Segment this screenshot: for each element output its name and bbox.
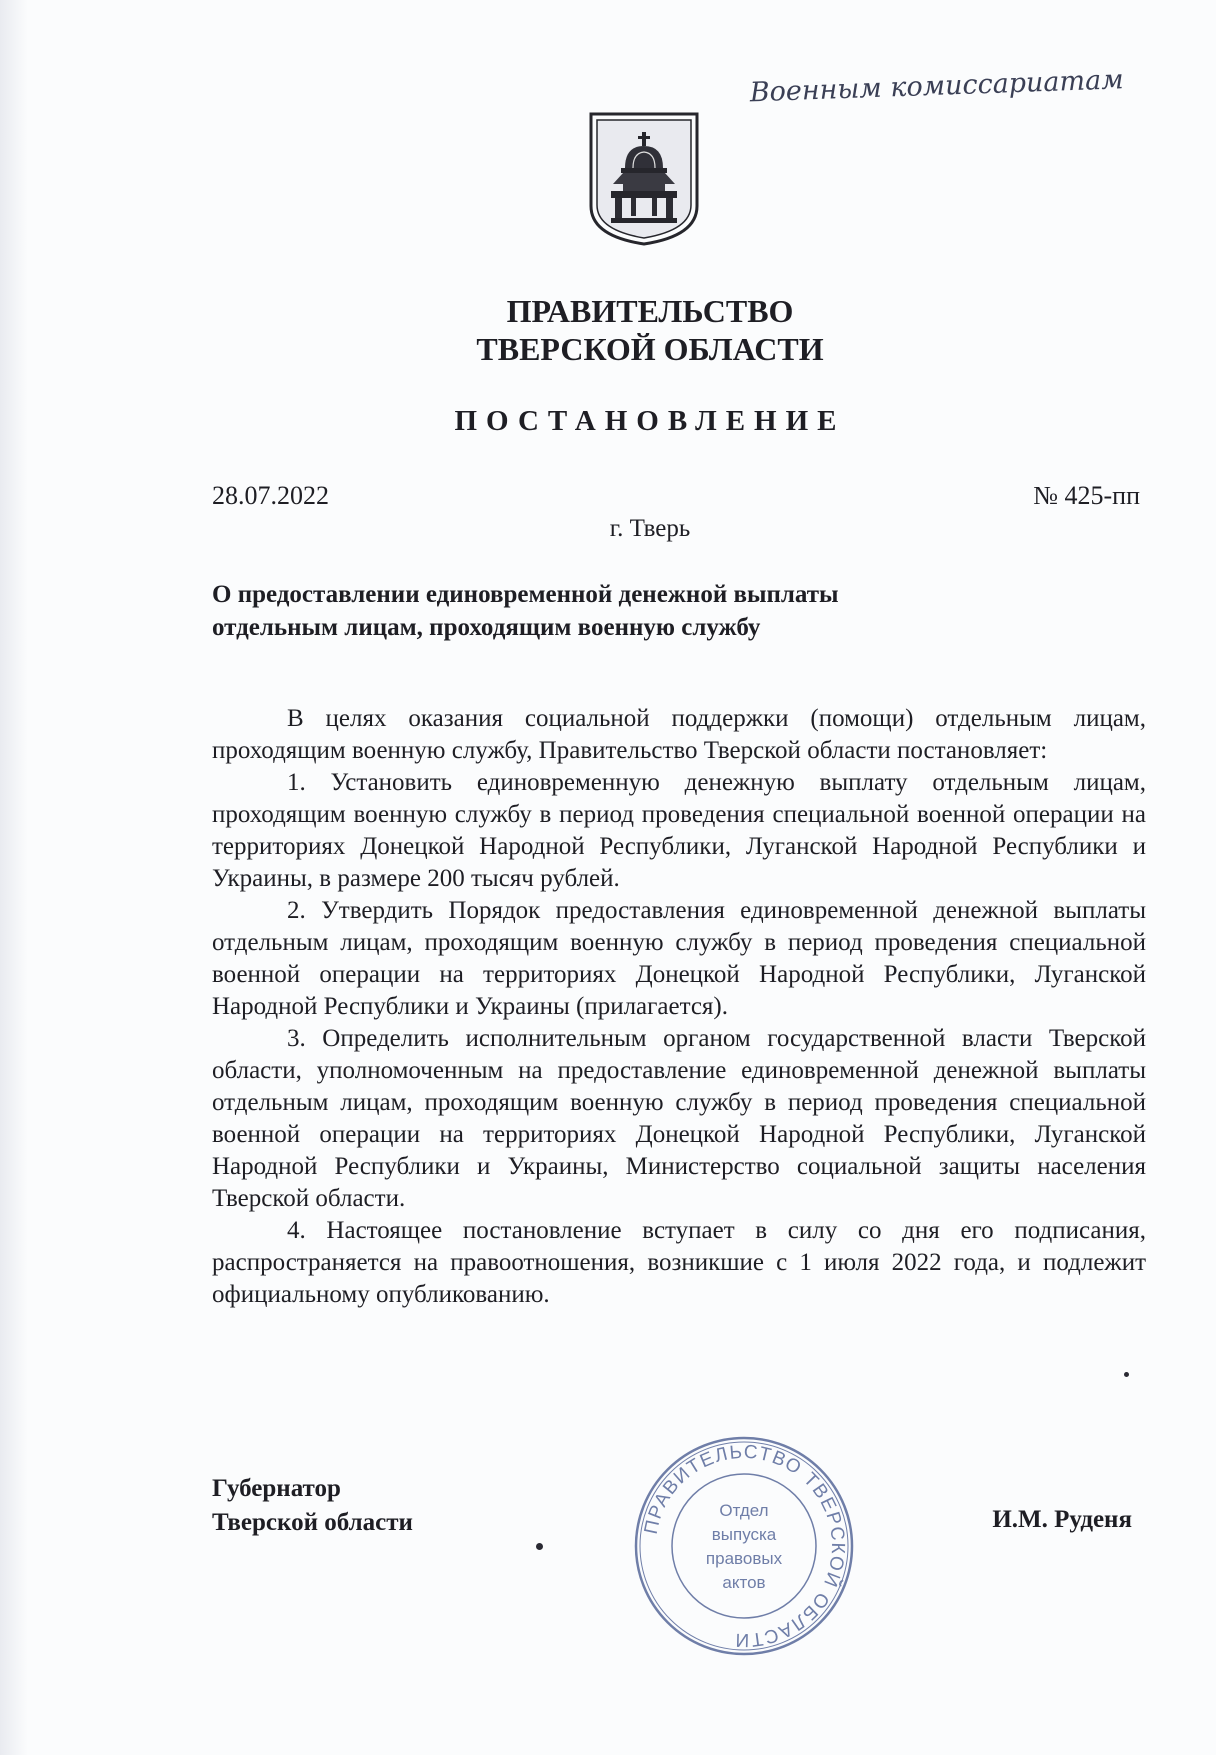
stamp-outer-ring (636, 1438, 852, 1654)
stamp-inner-line: правовых (705, 1549, 783, 1568)
handwritten-note: Военным комиссариатам (749, 64, 1125, 109)
ink-dot (1124, 1372, 1129, 1377)
stamp-inner-ring (672, 1474, 816, 1618)
title-line2: отдельным лицам, проходящим военную службу (212, 614, 761, 641)
org-name-line2: ТВЕРСКОЙ ОБЛАСТИ (476, 331, 824, 367)
document-title (212, 578, 992, 644)
document-city: г. Тверь (609, 515, 691, 542)
org-name-line1: ПРАВИТЕЛЬСТВО (506, 293, 794, 329)
signatory-name: И.М. Руденя (992, 1506, 1132, 1533)
paragraph-item-3: 3. Определить исполнительным органом государственной власти Тверской области, уполномоченным на предоставление единовременной денежной выплаты отдельным лицам, проходящим военную службу в период проведения специальной военной операции на территориях Донецкой Народной Республики, Луганской Народной Республики и Украины, Министерство социальной защиты населения Тверской области. (212, 1025, 1146, 1212)
paragraph-item-1: 1. Установить единовременную денежную выплату отдельным лицам, проходящим военную службу в период проведения специальной военной операции на территориях Донецкой Народной Республики, Луганской Народной Республики и Украины, в размере 200 тысяч рублей. (212, 769, 1146, 892)
document-body (212, 703, 1146, 1311)
stamp-inner-line: Отдел (719, 1501, 769, 1520)
document-date: 28.07.2022 (212, 481, 329, 510)
document-number: № 425-пп (1033, 481, 1140, 510)
stamp-inner-line: выпуска (711, 1525, 777, 1544)
signatory-position (212, 1472, 413, 1540)
paragraph-item-4: 4. Настоящее постановление вступает в силу со дня его подписания, распространяется на правоотношения, возникшие с 1 июля 2022 года, и подлежит официальному опубликованию. (212, 1217, 1146, 1308)
paragraph-preamble: В целях оказания социальной поддержки (помощи) отдельным лицам, проходящим военную службу, Правительство Тверской области постановляет: (212, 705, 1146, 764)
signatory-position-line2: Тверской области (212, 1509, 413, 1536)
stamp-inner-line: актов (722, 1573, 766, 1592)
tver-coat-of-arms-icon (587, 110, 701, 248)
scan-edge (0, 0, 28, 1755)
document-type: ПОСТАНОВЛЕНИЕ (454, 405, 846, 437)
stamp-outer-text: ПРАВИТЕЛЬСТВО ТВЕРСКОЙ ОБЛАСТИ (640, 1441, 849, 1651)
paragraph-item-2: 2. Утвердить Порядок предоставления единовременной денежной выплаты отдельным лицам, проходящим военную службу в период проведения специальной военной операции на территориях Донецкой Народной Республики, Луганской Народной Республики и Украины (прилагается). (212, 897, 1146, 1020)
official-stamp (630, 1432, 858, 1660)
title-line1: О предоставлении единовременной денежной выплаты (212, 581, 839, 608)
ink-dot (536, 1543, 543, 1550)
signatory-position-line1: Губернатор (212, 1475, 341, 1502)
